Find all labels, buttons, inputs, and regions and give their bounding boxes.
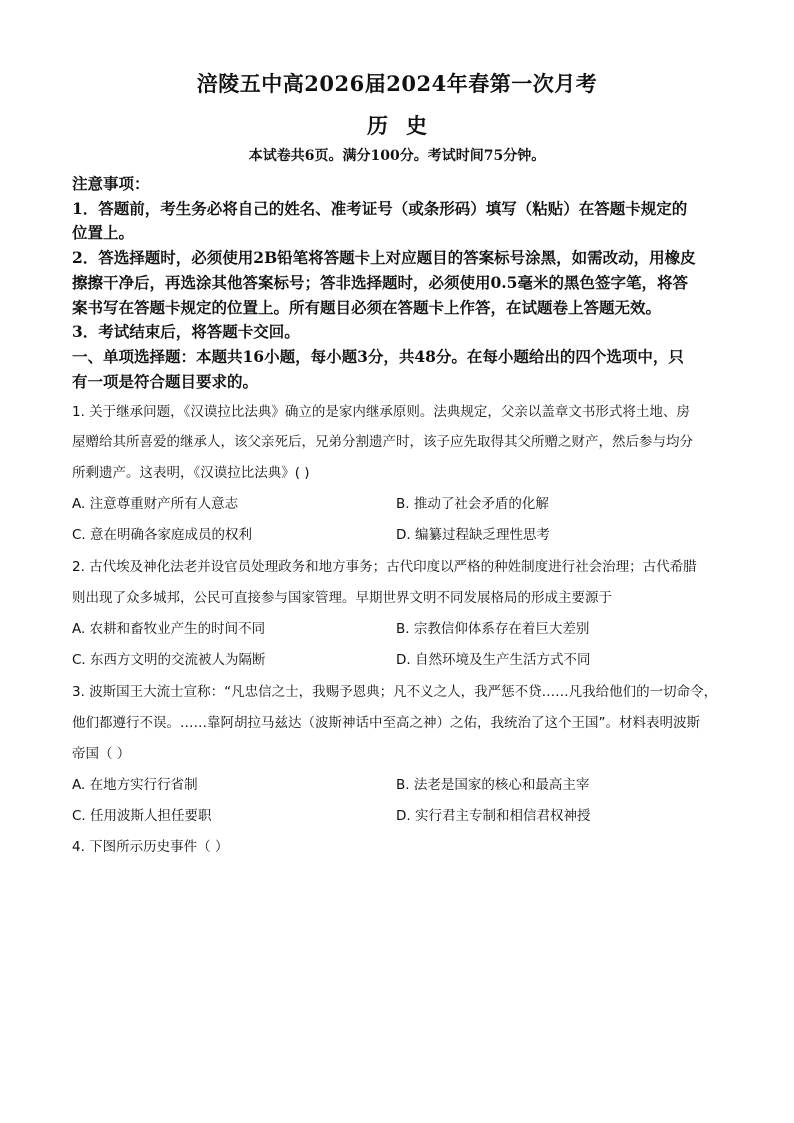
notice-line: 2．答选择题时，必须使用2B铅笔将答题卡上对应题目的答案标号涂黑，如需改动，用橡皮 [72,248,696,267]
section-heading: 有一项是符合题目要求的。 [72,372,259,391]
question-2-option-d[interactable]: D. 自然环境及生产生活方式不同 [396,652,591,668]
notice-line: 擦擦干净后，再选涂其他答案标号；答非选择题时，必须使用0.5毫米的黑色签字笔，将答 [72,273,688,292]
exam-title: 涪陵五中高2026届2024年春第一次月考 [196,71,598,96]
question-3-stem: 帝国（ ） [72,746,131,762]
question-3-option-b[interactable]: B. 法老是国家的核心和最高主宰 [396,777,590,793]
notice-line: 案书写在答题卡规定的位置上。所有题目必须在答题卡上作答，在试题卷上答题无效。 [72,298,662,317]
question-2-option-c[interactable]: C. 东西方文明的交流被人为隔断 [72,652,266,668]
notice-heading: 注意事项： [72,174,150,193]
question-1-option-b[interactable]: B. 推动了社会矛盾的化解 [396,496,549,512]
notice-line: 3．考试结束后，将答题卡交回。 [72,322,300,341]
question-2-option-a[interactable]: A. 农耕和畜牧业产生的时间不同 [72,621,266,637]
subject-title: 历史 [367,113,445,138]
question-4-stem: 4. 下图所示历史事件（ ） [72,839,229,855]
question-2-stem: 2. 古代埃及神化法老并设官员处理政务和地方事务；古代印度以严格的种姓制度进行社会治理；古代希腊 [72,559,697,575]
question-1-option-c[interactable]: C. 意在明确各家庭成员的权利 [72,527,253,543]
question-1-stem: 所剩遗产。这表明，《汉谟拉比法典》( ) [72,465,310,481]
question-3-option-d[interactable]: D. 实行君主专制和相信君权神授 [396,808,591,824]
question-3-stem: 他们都遵行不误。……靠阿胡拉马兹达（波斯神话中至高之神）之佑，我统治了这个王国”。材料表明波斯 [72,715,700,731]
notice-line: 位置上。 [72,223,135,242]
question-3-stem: 3. 波斯国王大流士宣称：“凡忠信之士，我赐予恩典；凡不义之人，我严惩不贷……凡我给他们的一切命令， [72,684,718,700]
question-1-stem: 屋赠给其所喜爱的继承人，该父亲死后，兄弟分割遗产时，该子应先取得其父所赠之财产，然后参与均分 [72,434,693,450]
exam-summary: 本试卷共6页。满分100分。考试时间75分钟。 [248,148,546,164]
question-1-option-d[interactable]: D. 编纂过程缺乏理性思考 [396,527,550,543]
notice-line: 1．答题前，考生务必将自己的姓名、准考证号（或条形码）填写（粘贴）在答题卡规定的 [72,199,688,218]
question-1-stem: 1. 关于继承问题，《汉谟拉比法典》确立的是家内继承原则。法典规定，父亲以盖章文书形式将土地、房 [72,404,690,420]
question-2-stem: 则出现了众多城邦，公民可直接参与国家管理。早期世界文明不同发展格局的形成主要源于 [72,590,612,606]
question-1-option-a[interactable]: A. 注意尊重财产所有人意志 [72,496,239,512]
question-2-option-b[interactable]: B. 宗教信仰体系存在着巨大差别 [396,621,590,637]
question-3-option-a[interactable]: A. 在地方实行行省制 [72,777,198,793]
section-heading: 一、单项选择题：本题共16小题，每小题3分，共48分。在每小题给出的四个选项中，只 [72,347,684,366]
question-3-option-c[interactable]: C. 任用波斯人担任要职 [72,808,212,824]
